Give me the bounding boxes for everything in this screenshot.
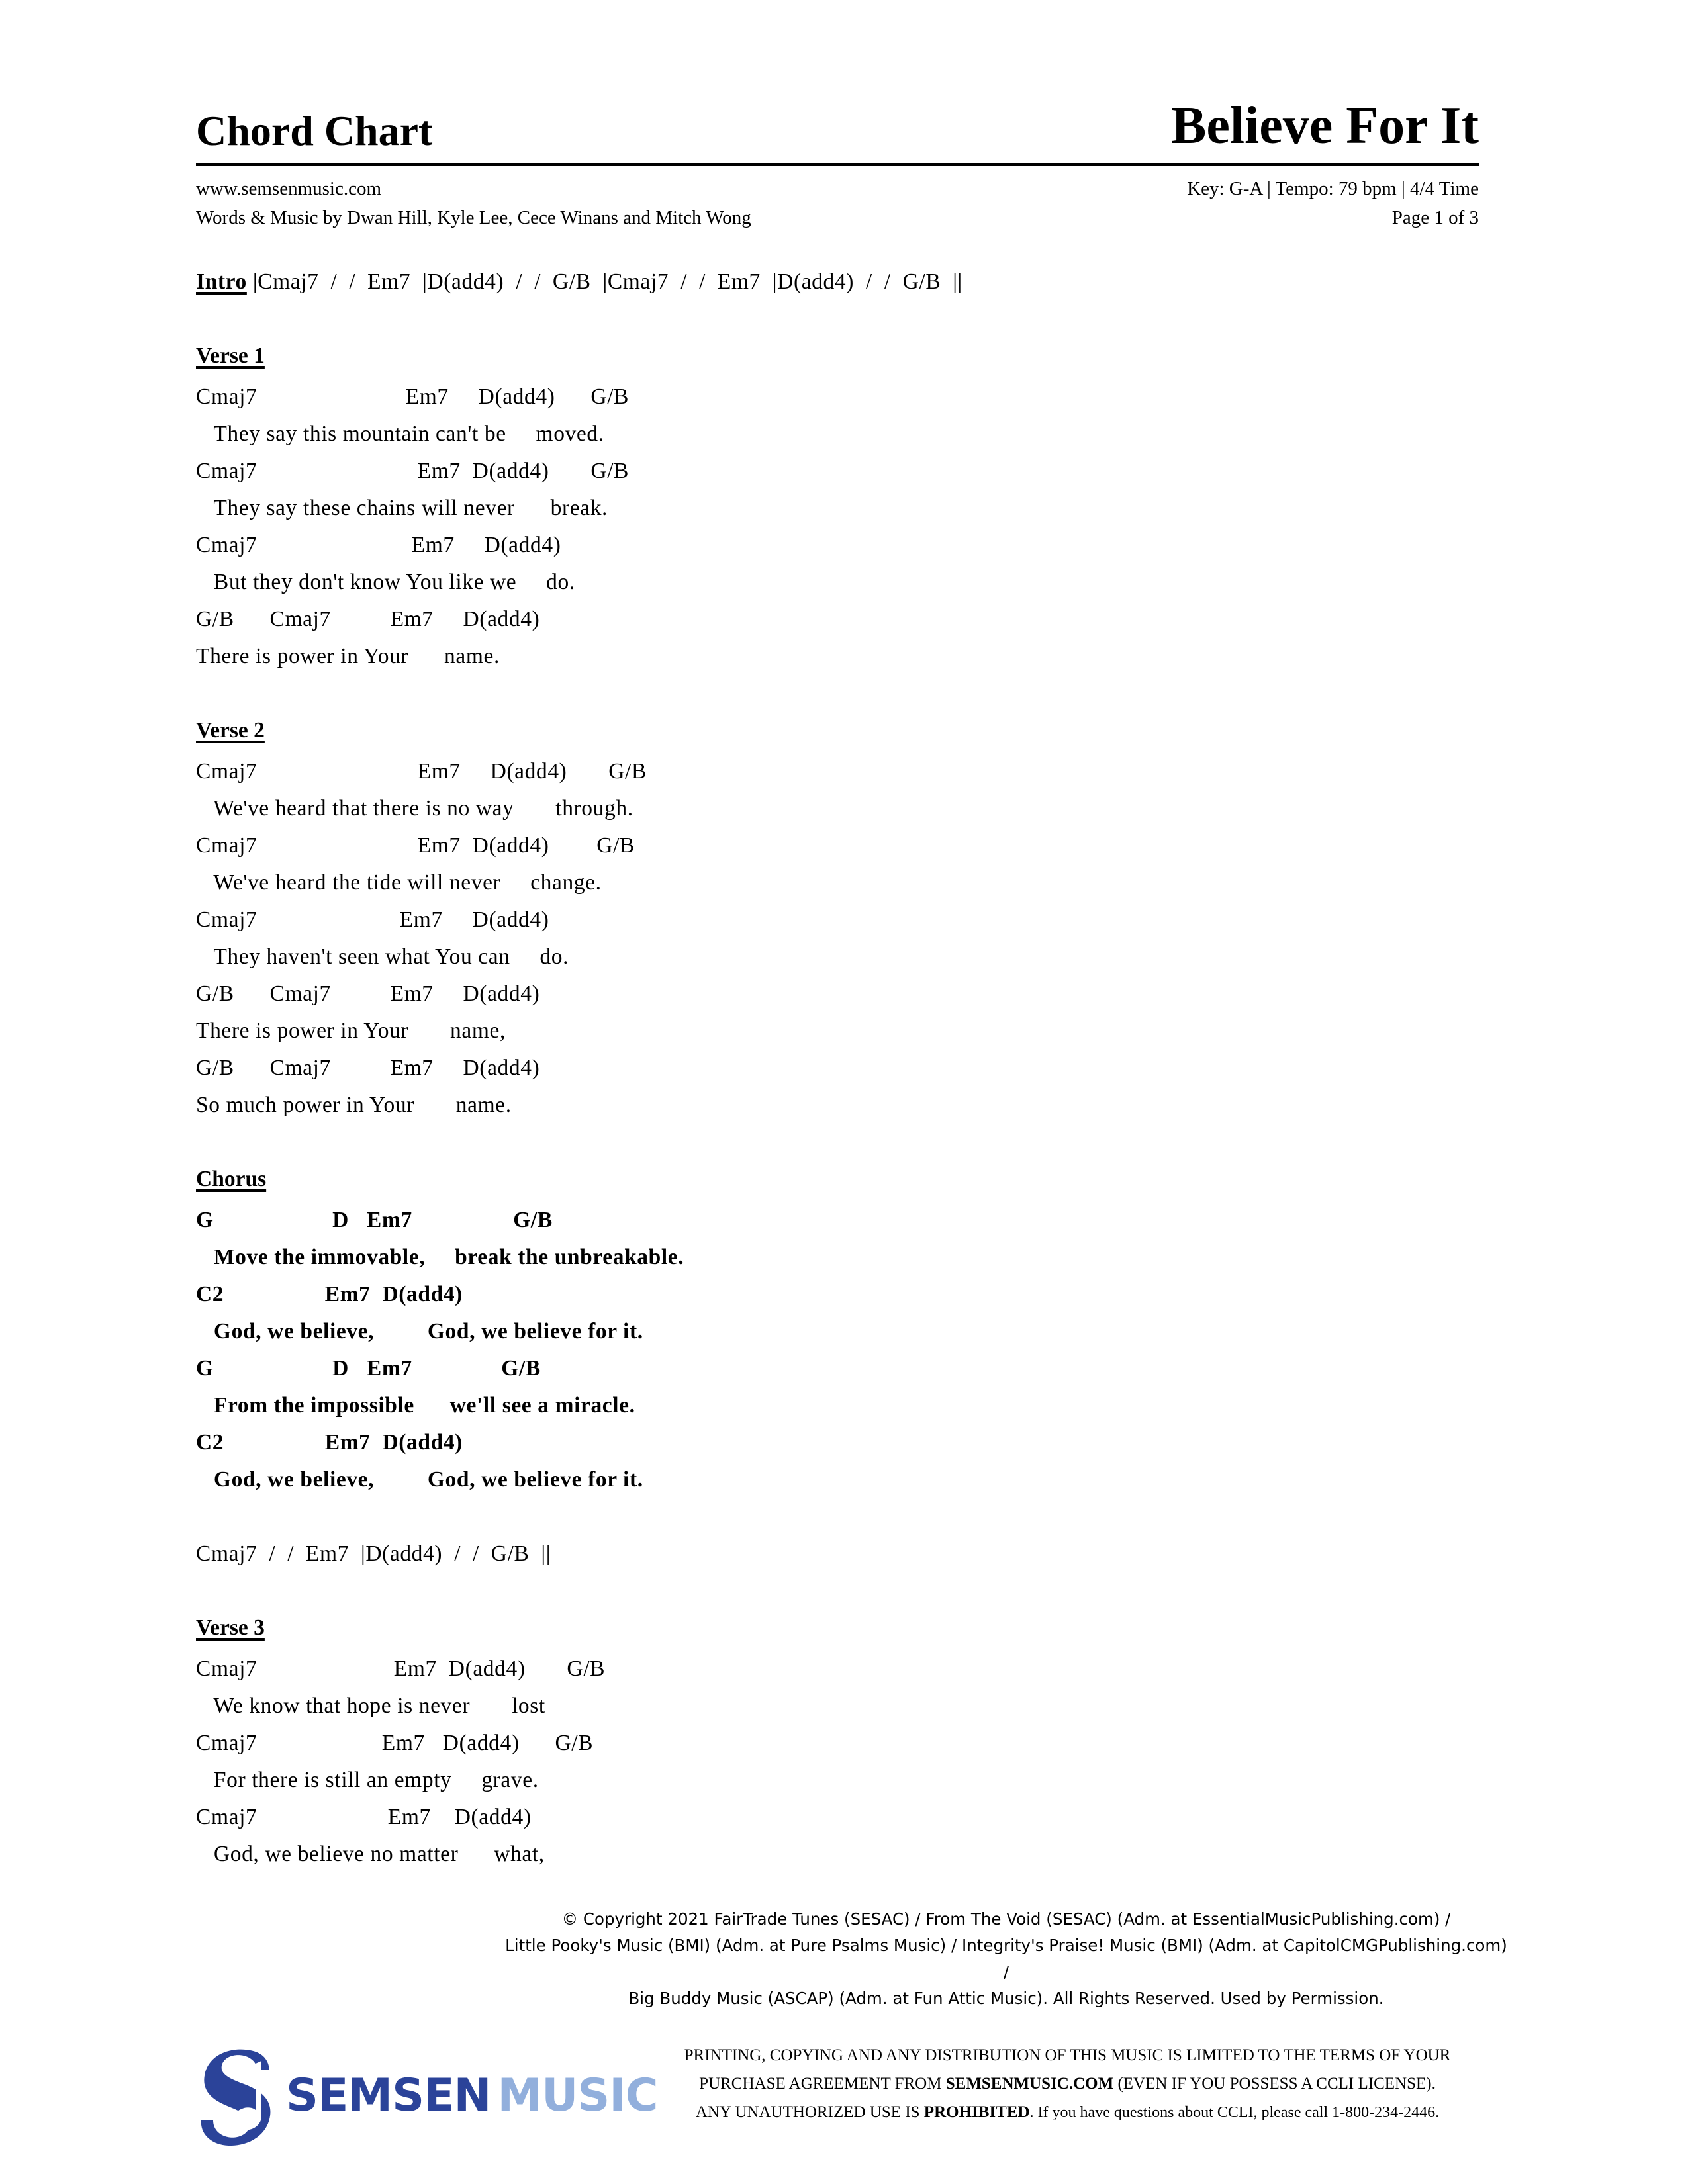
semsenmusic-domain: SEMSENMUSIC.COM <box>945 2075 1114 2093</box>
copyright-block <box>503 1906 1509 2012</box>
chord-line: Cmaj7 Em7 D(add4) G/B <box>196 759 647 784</box>
section-label-verse-3: Verse 3 <box>196 1615 265 1640</box>
interlude-progression: Cmaj7 / / Em7 |D(add4) / / G/B || <box>196 1541 551 1566</box>
verse2-heading-row <box>196 712 1487 753</box>
copyright-line: Big Buddy Music (ASCAP) (Adm. at Fun Attic Music). All Rights Reserved. Used by Permission. <box>628 1989 1384 2008</box>
header-title-row <box>196 97 1479 155</box>
prohibited-emphasis: PROHIBITED <box>923 2103 1030 2121</box>
verse3-heading-row <box>196 1610 1487 1651</box>
chord-line: G/B Cmaj7 Em7 D(add4) <box>196 981 540 1006</box>
lyric-line: There is power in Your name. <box>196 644 500 668</box>
chord-line: Cmaj7 Em7 D(add4) <box>196 533 561 557</box>
legal-line-3 <box>645 2098 1489 2127</box>
chord-line: Cmaj7 Em7 D(add4) G/B <box>196 833 635 858</box>
songwriter-credits: Words & Music by Dwan Hill, Kyle Lee, Cece Winans and Mitch Wong <box>196 207 751 229</box>
lyric-line: We know that hope is never lost <box>196 1694 545 1718</box>
song-title: Believe For It <box>1170 97 1479 155</box>
key-tempo-time: Key: G-A | Tempo: 79 bpm | 4/4 Time <box>1187 178 1479 199</box>
copyright-line: © Copyright 2021 FairTrade Tunes (SESAC) / From The Void (SESAC) (Adm. at EssentialMusicPublishing.com) / <box>561 1909 1451 1929</box>
spacer <box>196 300 1487 338</box>
legal-line-3-prefix: ANY UNAUTHORIZED USE IS <box>695 2103 924 2121</box>
intro-section <box>196 263 1487 300</box>
legal-line-2 <box>645 2070 1489 2098</box>
copyright-line: Little Pooky's Music (BMI) (Adm. at Pure Psalms Music) / Integrity's Praise! Music (BMI) (Adm. at CapitolCMGPublishing.com) / <box>505 1936 1507 1981</box>
chord-line: Cmaj7 Em7 D(add4) G/B <box>196 385 629 409</box>
header-meta-row <box>196 174 1479 232</box>
legal-line-2-prefix: PURCHASE AGREEMENT FROM <box>699 2075 946 2093</box>
lyric-line: God, we believe, God, we believe for it. <box>196 1319 643 1343</box>
header-divider <box>196 163 1479 166</box>
lyric-line: There is power in Your name, <box>196 1019 506 1043</box>
legal-notice <box>645 2041 1489 2127</box>
page-footer <box>0 1906 1688 2160</box>
page-header <box>196 99 1479 232</box>
verse1-heading-row <box>196 338 1487 379</box>
lyric-line: But they don't know You like we do. <box>196 570 575 594</box>
publisher-info <box>196 174 751 232</box>
logo-wordmark <box>286 2070 658 2122</box>
lyric-line: We've heard that there is no way through. <box>196 796 633 821</box>
chord-line: C2 Em7 D(add4) <box>196 1430 463 1455</box>
spacer <box>196 1498 1487 1535</box>
chord-line: Cmaj7 Em7 D(add4) <box>196 1805 532 1829</box>
chart-body <box>196 263 1487 1873</box>
legal-line-2-suffix: (EVEN IF YOU POSSESS A CCLI LICENSE). <box>1113 2075 1436 2093</box>
document-type-title: Chord Chart <box>196 107 433 154</box>
chord-line: G/B Cmaj7 Em7 D(add4) <box>196 1056 540 1080</box>
chord-line: C2 Em7 D(add4) <box>196 1282 463 1306</box>
lyric-line: For there is still an empty grave. <box>196 1768 539 1792</box>
lyric-line: They haven't seen what You can do. <box>196 944 569 969</box>
lyric-line: They say these chains will never break. <box>196 496 608 520</box>
legal-line-1: PRINTING, COPYING AND ANY DISTRIBUTION OF THIS MUSIC IS LIMITED TO THE TERMS OF YOUR <box>684 2046 1451 2064</box>
section-label-verse-2: Verse 2 <box>196 718 265 743</box>
spacer <box>196 1572 1487 1610</box>
spacer <box>196 1124 1487 1161</box>
lyric-line: So much power in Your name. <box>196 1093 512 1117</box>
semsen-s-note-icon <box>199 2046 283 2146</box>
website-url: www.semsenmusic.com <box>196 178 382 199</box>
footer-lower-row <box>0 2034 1688 2160</box>
chord-line: Cmaj7 Em7 D(add4) <box>196 907 549 932</box>
chord-line: G/B Cmaj7 Em7 D(add4) <box>196 607 540 631</box>
logo-music-text: MUSIC <box>497 2070 658 2122</box>
spacer <box>196 675 1487 712</box>
chorus-heading-row <box>196 1161 1487 1202</box>
semsen-music-logo <box>199 2046 658 2146</box>
logo-semsen-text: SEMSEN <box>286 2070 491 2122</box>
chord-line: Cmaj7 Em7 D(add4) G/B <box>196 1731 594 1755</box>
lyric-line: Move the immovable, break the unbreakable. <box>196 1245 684 1269</box>
lyric-line: From the impossible we'll see a miracle. <box>196 1393 635 1418</box>
section-label-chorus: Chorus <box>196 1167 267 1191</box>
lyric-line: God, we believe no matter what, <box>196 1842 545 1866</box>
lyric-line: God, we believe, God, we believe for it. <box>196 1467 643 1492</box>
chord-line: G D Em7 G/B <box>196 1356 541 1381</box>
song-meta-info <box>1187 174 1479 232</box>
lyric-line: They say this mountain can't be moved. <box>196 422 604 446</box>
section-label-intro: Intro <box>196 269 247 294</box>
section-label-verse-1: Verse 1 <box>196 343 265 368</box>
lyric-line: We've heard the tide will never change. <box>196 870 602 895</box>
page-number: Page 1 of 3 <box>1391 207 1479 229</box>
chord-line: G D Em7 G/B <box>196 1208 553 1232</box>
legal-line-3-suffix: . If you have questions about CCLI, please call 1-800-234-2446. <box>1029 2104 1440 2121</box>
chord-line: Cmaj7 Em7 D(add4) G/B <box>196 1657 606 1681</box>
chord-line: Cmaj7 Em7 D(add4) G/B <box>196 459 629 483</box>
intro-progression: |Cmaj7 / / Em7 |D(add4) / / G/B |Cmaj7 / / Em7 |D(add4) / / G/B || <box>246 269 962 294</box>
